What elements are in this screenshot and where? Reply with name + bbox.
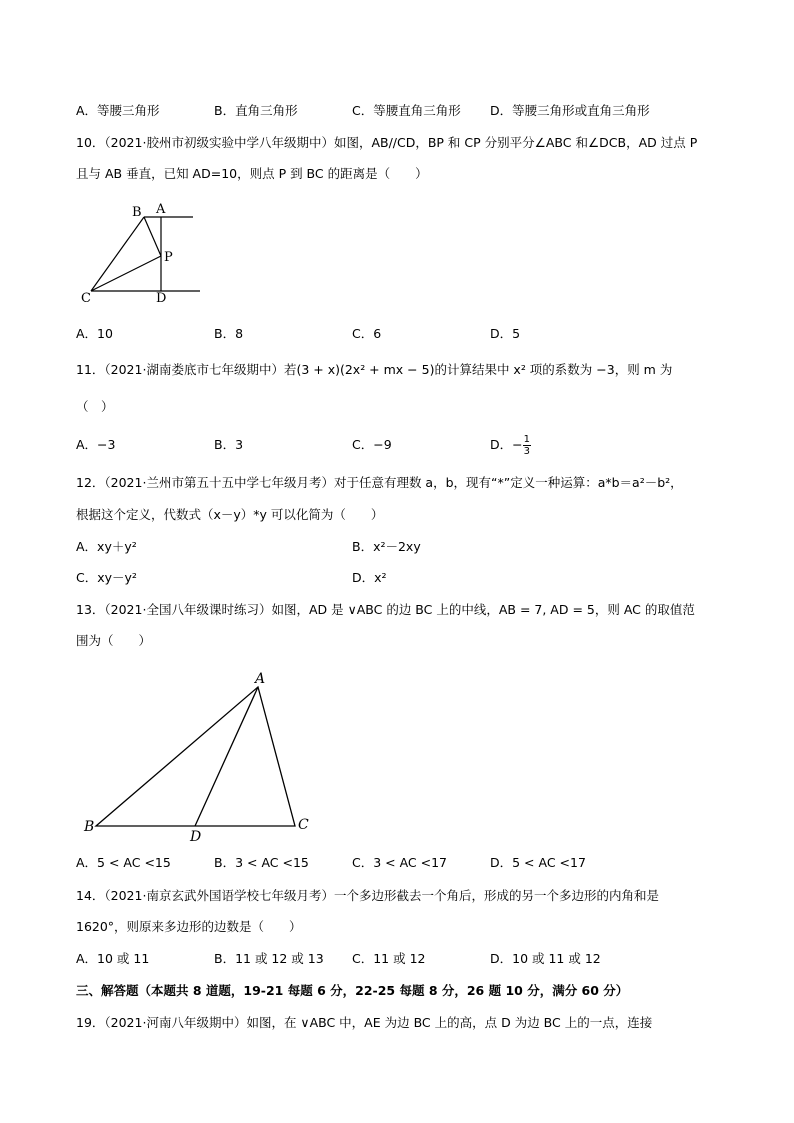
- q11-option-d-numerator: 1: [523, 434, 530, 445]
- q11-stem-line2: （ ）: [76, 399, 114, 414]
- q11-option-d: [490, 428, 531, 462]
- q10-label-p: P: [164, 250, 173, 265]
- q10-label-b: B: [132, 205, 142, 220]
- q10-option-d: D．5: [490, 326, 521, 341]
- q13-option-b: B．3 < AC <15: [214, 855, 309, 870]
- q11-option-d-fraction: [523, 434, 531, 457]
- q11-option-c: C．−9: [352, 437, 392, 452]
- q9-option-d: D．等腰三角形或直角三角形: [490, 103, 650, 118]
- section3-heading: 三、解答题（本题共 8 道题，19-21 每题 6 分，22-25 每题 8 分，26 题 10 分，满分 60 分）: [76, 983, 629, 998]
- q13-label-c: C: [298, 817, 309, 833]
- q14-option-c: C．11 或 12: [352, 951, 426, 966]
- q11-option-b: B．3: [214, 437, 244, 452]
- q14-stem-line2: 1620°，则原来多边形的边数是（ ）: [76, 919, 302, 934]
- q13-stem-line1: 13．（2021·全国八年级课时练习）如图，AD 是 ∨ABC 的边 BC 上的中线，AB = 7, AD = 5，则 AC 的取值范: [76, 602, 695, 617]
- q11-stem-line1: 11．（2021·湖南娄底市七年级期中）若(3 + x)(2x² + mx − 5)的计算结果中 x² 项的系数为 −3，则 m 为: [76, 362, 673, 377]
- q13-stem-line2: 围为（ ）: [76, 633, 152, 648]
- q11-option-a: A．−3: [76, 437, 116, 452]
- q13-option-c: C．3 < AC <17: [352, 855, 448, 870]
- q10-label-c: C: [81, 291, 91, 306]
- q12-option-a: A．xy＋y²: [76, 539, 137, 554]
- q13-option-a: A．5 < AC <15: [76, 855, 171, 870]
- q13-figure: [80, 668, 320, 846]
- q9-option-c: C．等腰直角三角形: [352, 103, 461, 118]
- q14-stem-line1: 14．（2021·南京玄武外国语学校七年级月考）一个多边形截去一个角后，形成的另一个多边形的内角和是: [76, 888, 659, 903]
- q13-label-a: A: [255, 671, 266, 687]
- q10-option-a: A．10: [76, 326, 113, 341]
- q14-option-a: A．10 或 11: [76, 951, 150, 966]
- q12-option-b: B．x²－2xy: [352, 539, 421, 554]
- q10-label-d: D: [156, 291, 167, 306]
- q9-option-a: A．等腰三角形: [76, 103, 160, 118]
- q11-option-d-prefix: D．−: [490, 437, 523, 452]
- q12-option-d: D．x²: [352, 570, 387, 585]
- q10-label-a: A: [156, 202, 166, 217]
- q10-option-c: C．6: [352, 326, 382, 341]
- q13-label-b: B: [84, 819, 95, 835]
- q12-option-c: C．xy－y²: [76, 570, 137, 585]
- q14-option-d: D．10 或 11 或 12: [490, 951, 601, 966]
- q14-option-b: B．11 或 12 或 13: [214, 951, 324, 966]
- q12-stem-line2: 根据这个定义，代数式（x－y）*y 可以化简为（ ）: [76, 507, 384, 522]
- q9-option-b: B．直角三角形: [214, 103, 298, 118]
- q13-option-d: D．5 < AC <17: [490, 855, 586, 870]
- q13-label-d: D: [190, 829, 202, 845]
- q19-stem-line1: 19．（2021·河南八年级期中）如图，在 ∨ABC 中，AE 为边 BC 上的高，点 D 为边 BC 上的一点，连接: [76, 1015, 653, 1030]
- q11-option-d-denominator: 3: [523, 446, 530, 457]
- q10-figure: [76, 198, 216, 310]
- q10-stem-line1: 10．（2021·胶州市初级实验中学八年级期中）如图，AB//CD，BP 和 CP 分别平分∠ABC 和∠DCB，AD 过点 P: [76, 135, 698, 150]
- q10-option-b: B．8: [214, 326, 244, 341]
- q10-stem-line2: 且与 AB 垂直，已知 AD=10，则点 P 到 BC 的距离是（ ）: [76, 166, 428, 181]
- q12-stem-line1: 12．（2021·兰州市第五十五中学七年级月考）对于任意有理数 a，b，现有“*”定义一种运算：a*b＝a²－b²，: [76, 475, 683, 490]
